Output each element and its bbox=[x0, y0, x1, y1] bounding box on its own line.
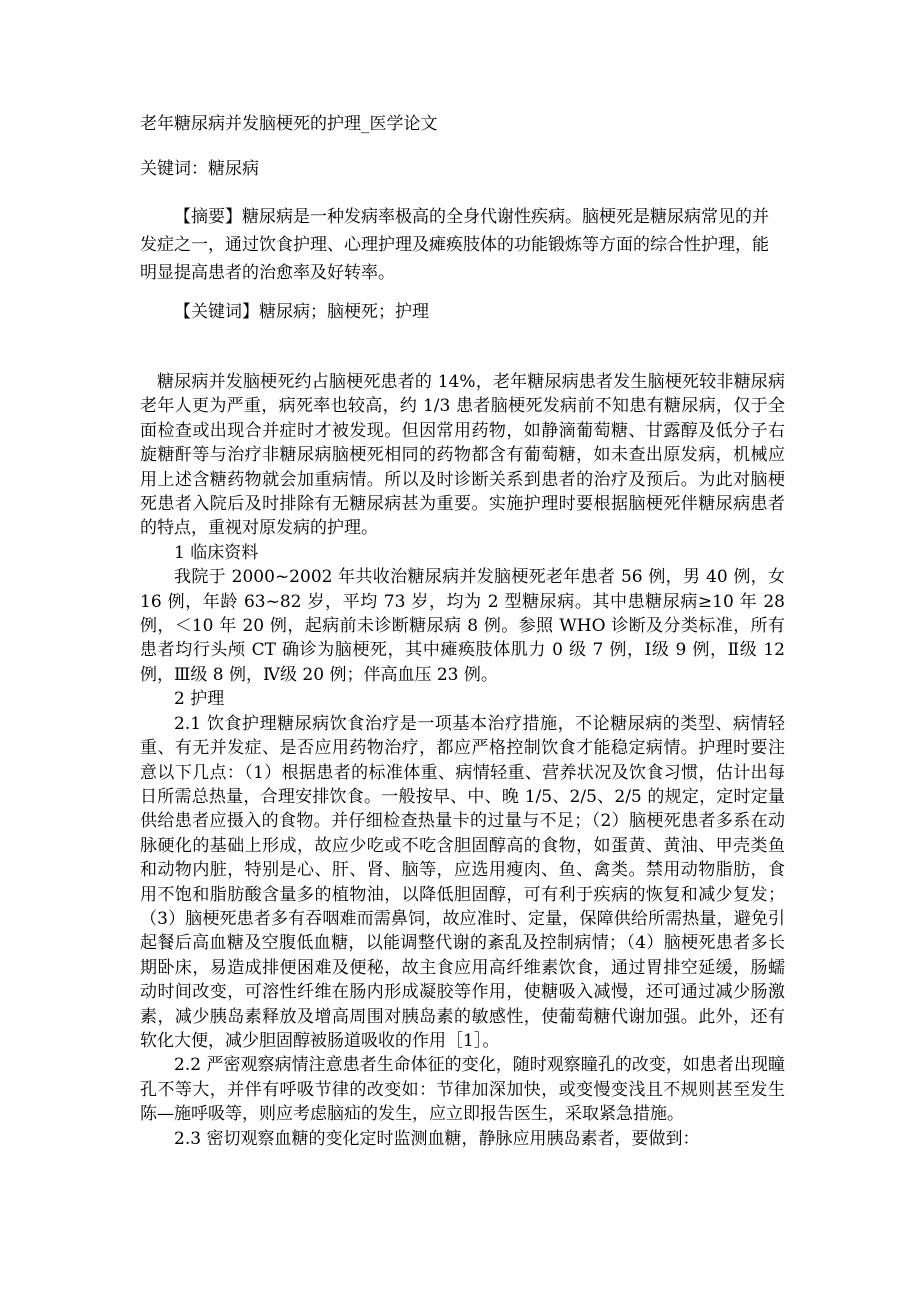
clinical-data-paragraph: 我院于 2000~2002 年共收治糖尿病并发脑梗死老年患者 56 例，男 40 例，女 16 例，年龄 63~82 岁，平均 73 岁，均为 2 型糖尿病。其中患糖尿病≥10 年 28 例，＜10 年 20 例，起病前未诊断糖尿病 8 例。参照 WHO 诊断及分类标准，所有患者均行头颅 CT 确诊为脑梗死，其中瘫痪肢体肌力 0 级 7 例，Ⅰ级 9 例，Ⅱ级 12 例，Ⅲ级 8 例，Ⅳ级 20 例；伴高血压 23 例。 bbox=[140, 567, 785, 685]
article-body bbox=[140, 370, 785, 1151]
document-title: 老年糖尿病并发脑梗死的护理_医学论文 bbox=[140, 114, 438, 134]
observation-paragraph: 2.2 严密观察病情注意患者生命体征的变化，随时观察瞳孔的改变，如患者出现瞳孔不等大，并伴有呼吸节律的改变如：节律加深加快，或变慢变浅且不规则甚至发生陈—施呼吸等，则应考虑脑疝的发生，应立即报告医生，采取紧急措施。 bbox=[140, 1055, 785, 1125]
diet-nursing-paragraph: 2.1 饮食护理糖尿病饮食治疗是一项基本治疗措施，不论糖尿病的类型、病情轻重、有无并发症、是否应用药物治疗，都应严格控制饮食才能稳定病情。护理时要注意以下几点：（1）根据患者的标准体重、病情轻重、营养状况及饮食习惯，估计出每日所需总热量，合理安排饮食。一般按早、中、晚 1/5、2/5、2/5 的规定，定时定量供给患者应摄入的食物。并仔细检查热量卡的过量与不足；（2）脑梗死患者多系在动脉硬化的基础上形成，故应少吃或不吃含胆固醇高的食物，如蛋黄、黄油、甲壳类鱼和动物内脏，特别是心、肝、肾、脑等，应选用瘦肉、鱼、禽类。禁用动物脂肪，食用不饱和脂肪酸含量多的植物油，以降低胆固醇，可有利于疾病的恢复和减少复发；（3）脑梗死患者多有吞咽难而需鼻饲，故应准时、定量，保障供给所需热量，避免引起餐后高血糖及空腹低血糖，以能调整代谢的紊乱及控制病情；（4）脑梗死患者多长期卧床，易造成排便困难及便秘，故主食应用高纤维素饮食，通过胃排空延缓，肠蠕动时间改变，可溶性纤维在肠内形成凝胶等作用，使糖吸入减慢，还可通过减少肠激素，减少胰岛素释放及增高周围对胰岛素的敏感性，使葡萄糖代谢加强。此外，还有软化大便，减少胆固醇被肠道吸收的作用［1］。 bbox=[140, 713, 785, 1051]
section-heading-nursing: 2 护理 bbox=[174, 689, 225, 710]
intro-paragraph: 糖尿病并发脑梗死约占脑梗死患者的 14%，老年糖尿病患者发生脑梗死较非糖尿病老年人更为严重，病死率也较高，约 1/3 患者脑梗死发病前不知患有糖尿病，仅于全面检查或出现合并症时才被发现。但因常用药物，如静滴葡萄糖、甘露醇及低分子右旋糖酐等与治疗非糖尿病脑梗死相同的药物都含有葡萄糖，如未查出原发病，机械应用上述含糖药物就会加重病情。所以及时诊断关系到患者的治疗及预后。为此对脑梗死患者入院后及时排除有无糖尿病甚为重要。实施护理时要根据脑梗死伴糖尿病患者的特点，重视对原发病的护理。 bbox=[140, 372, 785, 539]
blood-glucose-paragraph: 2.3 密切观察血糖的变化定时监测血糖，静脉应用胰岛素者，要做到： bbox=[174, 1128, 700, 1149]
keywords-line: 【关键词】糖尿病；脑梗死；护理 bbox=[174, 302, 429, 322]
keywords-header: 关键词：糖尿病 bbox=[140, 159, 259, 179]
section-heading-clinical-data: 1 临床资料 bbox=[174, 542, 259, 563]
abstract-paragraph: 【摘要】糖尿病是一种发病率极高的全身代谢性疾病。脑梗死是糖尿病常见的并发症之一，通过饮食护理、心理护理及瘫痪肢体的功能锻炼等方面的综合性护理，能明显提高患者的治愈率及好转率。 bbox=[140, 207, 769, 283]
